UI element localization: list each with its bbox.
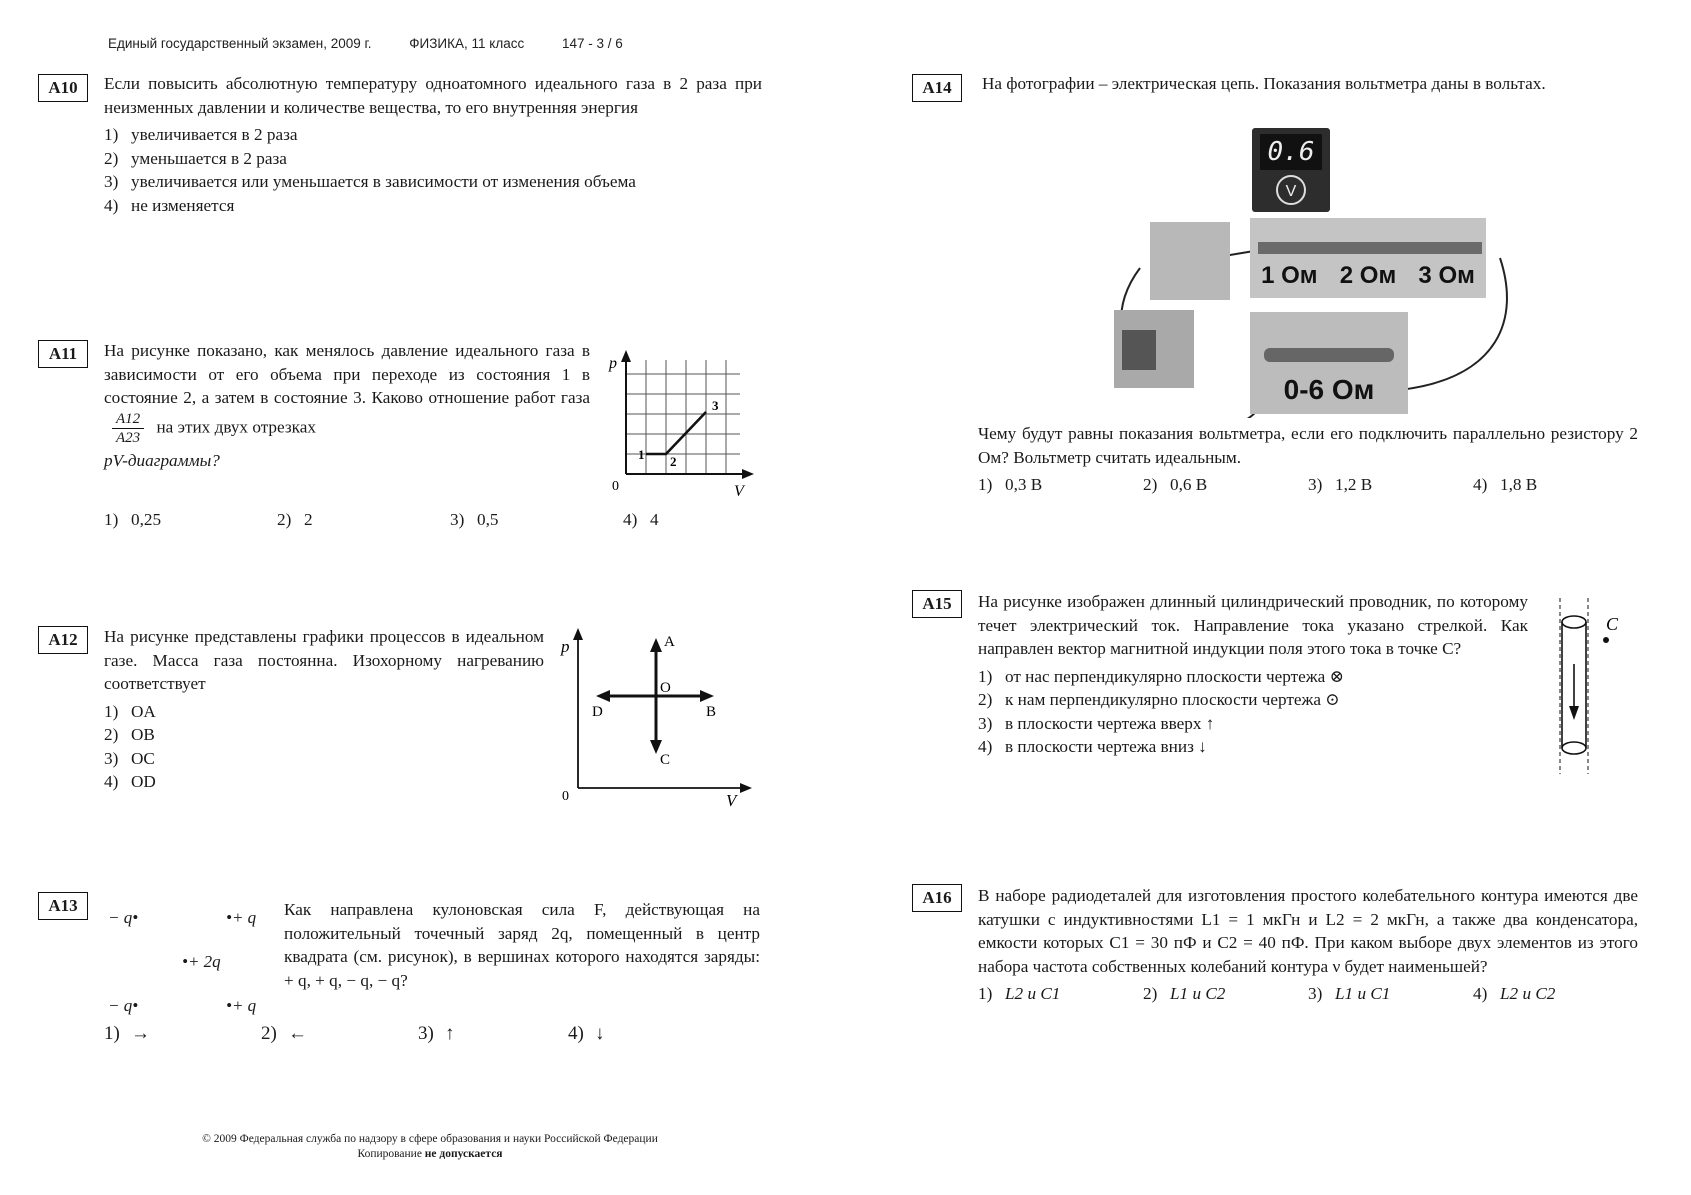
- point-d-label: D: [592, 704, 603, 720]
- question-a16: [978, 884, 1638, 1006]
- question-a13: [284, 898, 760, 992]
- answer-option: 2) OB: [104, 725, 155, 744]
- resistor-block: [1250, 218, 1486, 298]
- voltmeter-reading: 0.6: [1260, 134, 1322, 170]
- answer-option: 4) ↓: [568, 1023, 605, 1044]
- question-a15: [978, 590, 1528, 759]
- answer-option: 1) 0,25: [104, 510, 162, 529]
- answer-option: 4) 1,8 В: [1473, 475, 1538, 494]
- answer-option: 4) не изменяется: [104, 195, 235, 215]
- pv-diagram-a11: [600, 350, 760, 500]
- question-a10-text: Если повысить абсолютную температуру одноатомного идеального газа в 2 раза при неизменных давлении и количестве вещества, то его внутренняя энергия: [104, 74, 762, 117]
- axis-label-p: p: [561, 637, 570, 656]
- question-tag-a13: A13: [38, 892, 88, 920]
- answer-option: 2) к нам перпендикулярно плоскости чертежа ⊙: [978, 690, 1340, 709]
- rheostat-label: 0-6 Ом: [1283, 374, 1375, 405]
- answer-option: 1) увеличивается в 2 раза: [104, 125, 298, 144]
- pv-diagram-a12: [556, 628, 756, 808]
- battery-photo: [1114, 310, 1194, 388]
- answer-options-a11: [104, 508, 796, 532]
- question-a11-text-end: pV-диаграммы?: [104, 450, 220, 470]
- answer-option: 1) →: [104, 1023, 150, 1044]
- axis-label-v: V: [726, 791, 737, 808]
- answer-option: 3) L1 и C1: [1308, 984, 1391, 1003]
- answer-option: 4) 4: [623, 510, 659, 529]
- voltmeter-icon: V: [1276, 175, 1306, 205]
- footer-copy-warning: не допускается: [424, 1148, 503, 1160]
- point-b-label: B: [706, 704, 717, 720]
- question-a13-text: Как направлена кулоновская сила F, действующая на положительный точечный заряд 2q, помещенный в центр квадрата (см. рисунок), в вершинах которого находятся заряды: + q, + q, − q, − q?: [284, 900, 760, 990]
- question-a15-text: На рисунке изображен длинный цилиндрический проводник, по которому течет электрический ток. Направление тока указано стрелкой. Как направлен вектор магнитной индукции поля этого тока в точке С?: [978, 592, 1528, 658]
- question-a11: На рисунке показано, как менялось давление идеального газа в зависимости от его объема при переходе из состояния 1 в состояние 2, а затем в состояние 3. Каково отношение работ газа $\frac{A12}{A23}$ на этих двух отрезках pV-диаграммы?: [104, 339, 590, 472]
- answer-option: 3) 1,2 В: [1308, 475, 1373, 494]
- subject-title: ФИЗИКА, 11 класс: [409, 36, 525, 51]
- answer-option: 3) увеличивается или уменьшается в зависимости от изменения объема: [104, 172, 636, 191]
- resistor-1-label: 1 Ом: [1261, 262, 1318, 289]
- charge-bottom-left: − q•: [108, 996, 139, 1015]
- axis-label-v: V: [734, 483, 744, 500]
- answer-option: 3) ↑: [418, 1023, 455, 1044]
- exam-title: Единый государственный экзамен, 2009 г.: [108, 36, 372, 51]
- question-a14-question: Чему будут равны показания вольтметра, если его подключить параллельно резистору 2 Ом? Вольтметр считать идеальным.: [978, 424, 1638, 467]
- conductor-diagram-a15: [1548, 594, 1648, 780]
- state-3-label: 3: [712, 398, 719, 413]
- page-header: [108, 36, 623, 51]
- answer-option: 4) OD: [104, 772, 156, 791]
- answer-option: 2) 2: [277, 510, 313, 529]
- answer-option: 1) L2 и C1: [978, 984, 1061, 1003]
- state-2-label: 2: [670, 454, 677, 469]
- question-tag-a11: A11: [38, 340, 88, 368]
- footer-copyright: © 2009 Федеральная служба по надзору в сфере образования и науки Российской Федерации: [202, 1133, 658, 1145]
- answer-option: 1) от нас перпендикулярно плоскости чертежа ⊗: [978, 666, 1344, 686]
- answer-option: 3) в плоскости чертежа вверх ↑: [978, 713, 1215, 733]
- question-a14-text: На фотографии – электрическая цепь. Показания вольтметра даны в вольтах.: [982, 74, 1546, 93]
- question-a14: [982, 72, 1638, 96]
- question-tag-a10: A10: [38, 74, 88, 102]
- voltmeter-display: [1252, 128, 1330, 212]
- answer-option: 2) ←: [261, 1023, 307, 1044]
- rheostat-photo: [1250, 312, 1408, 414]
- question-tag-a16: A16: [912, 884, 962, 912]
- point-o-label: O: [660, 680, 671, 696]
- answer-option: 2) L1 и C2: [1143, 984, 1226, 1003]
- answer-option: 3) OC: [104, 748, 155, 768]
- charge-bottom-right: •+ q: [226, 996, 257, 1015]
- question-a10: [104, 72, 762, 217]
- point-c-label: C: [1606, 614, 1619, 634]
- charges-diagram-a13: [100, 904, 280, 1014]
- charge-top-right: •+ q: [226, 908, 257, 927]
- charge-top-left: − q•: [108, 908, 139, 927]
- answer-option: 2) уменьшается в 2 раза: [104, 148, 287, 168]
- answer-option: 1) 0,3 В: [978, 475, 1043, 494]
- answer-option: 4) в плоскости чертежа вниз ↓: [978, 737, 1207, 756]
- state-1-label: 1: [638, 447, 645, 462]
- axis-label-p: p: [609, 355, 617, 372]
- point-c-label: C: [660, 752, 671, 768]
- page-number: 147 - 3 / 6: [561, 36, 623, 51]
- question-a14-follow: [978, 422, 1638, 497]
- question-a12-text: На рисунке представлены графики процессов в идеальном газе. Масса газа постоянна. Изохорному нагреванию соответствует: [104, 627, 544, 693]
- question-tag-a14: A14: [912, 74, 962, 102]
- switch-photo: [1150, 222, 1230, 300]
- answer-options-a13: [104, 1022, 668, 1046]
- answer-option: 3) 0,5: [450, 510, 499, 529]
- answer-option: 4) L2 и C2: [1473, 984, 1556, 1003]
- question-tag-a12: A12: [38, 626, 88, 654]
- question-a12: [104, 625, 544, 794]
- question-a16-text: В наборе радиодеталей для изготовления простого колебательного контура имеются две катушки с индуктивностями L1 = 1 мкГн и L2 = 2 мкГн, а также два конденсатора, емкости которых C1 = 30 пФ и C2 = 40 пФ. При каком выборе двух элементов из этого набора частота собственных колебаний контура ν будет наименьшей?: [978, 886, 1638, 976]
- answer-option: 1) OA: [104, 701, 156, 721]
- footer-copy-label: Копирование: [357, 1148, 422, 1160]
- work-ratio-fraction: $\frac{A12}{A23}$: [112, 410, 144, 447]
- circuit-photo-a14: [1100, 128, 1520, 418]
- point-a-label: A: [664, 634, 675, 650]
- resistor-3-label: 3 Ом: [1418, 262, 1475, 289]
- page-footer: [140, 1132, 720, 1162]
- origin-label: 0: [562, 789, 569, 804]
- question-a11-text: На рисунке показано, как менялось давление идеального газа в зависимости от его объема при переходе из состояния 1 в состояние 2, а затем в состояние 3. Каково отношение работ газа: [104, 341, 590, 407]
- charge-center: •+ 2q: [182, 952, 221, 971]
- answer-option: 2) 0,6 В: [1143, 475, 1208, 494]
- origin-label: 0: [612, 479, 619, 494]
- resistor-2-label: 2 Ом: [1339, 262, 1397, 289]
- question-tag-a15: A15: [912, 590, 962, 618]
